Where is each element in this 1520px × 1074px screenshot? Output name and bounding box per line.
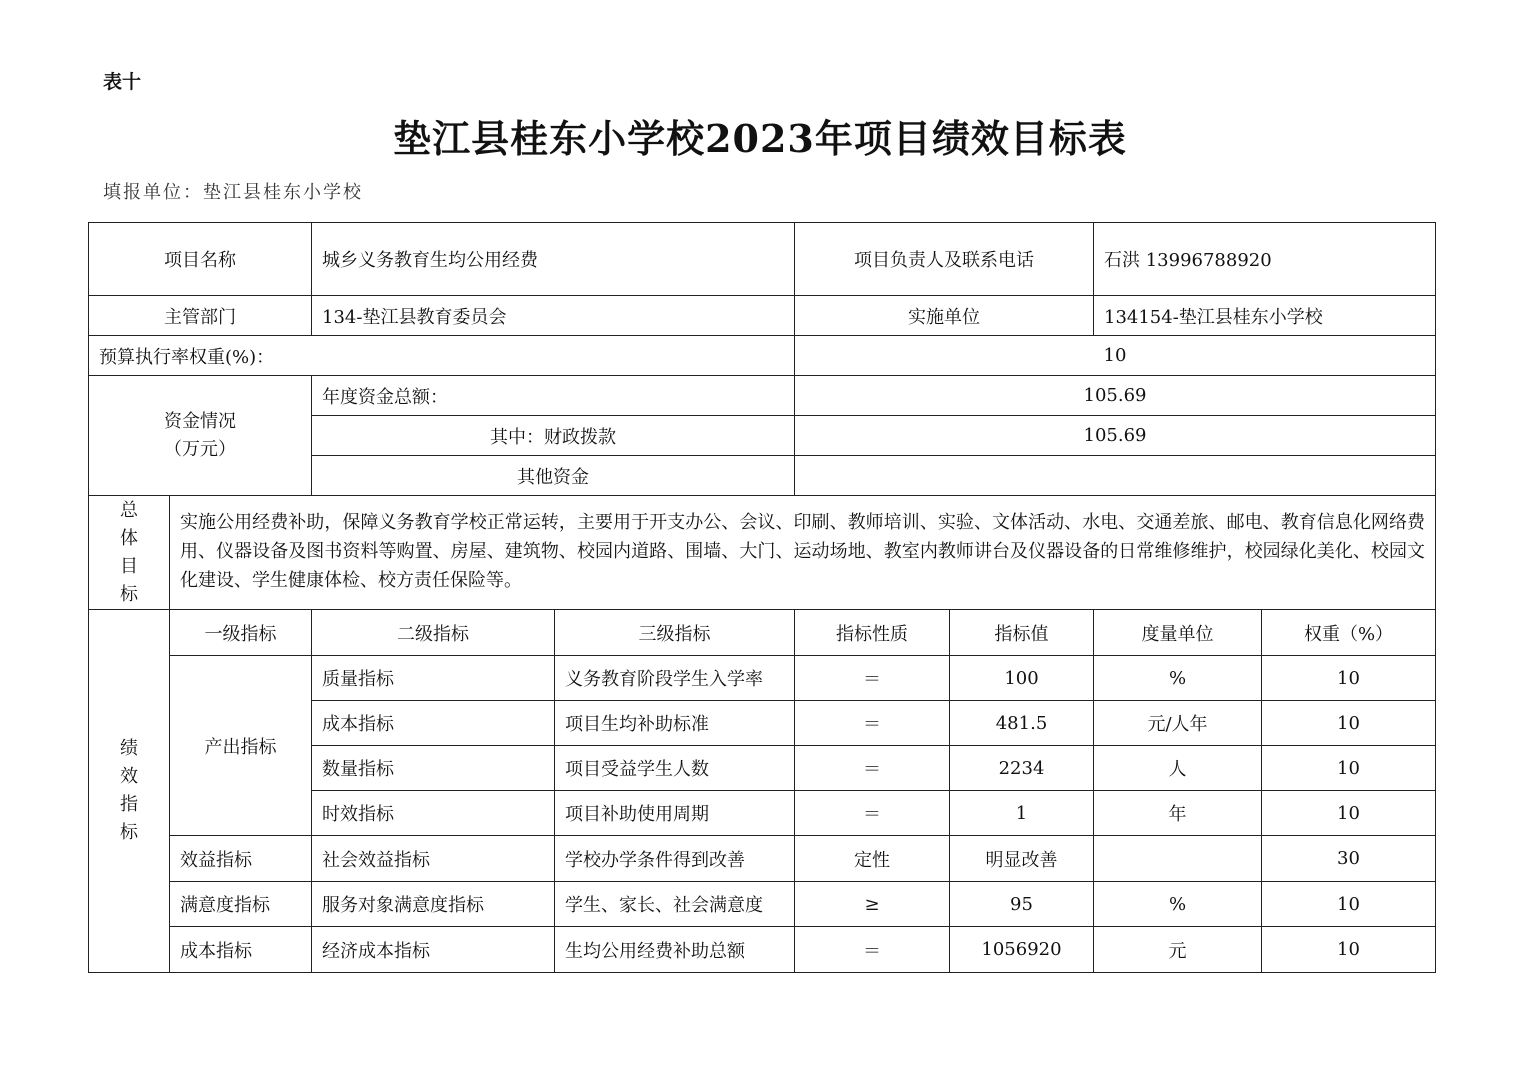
cell-weight: 10 bbox=[1262, 927, 1436, 973]
goal-char: 目 bbox=[120, 555, 138, 577]
goal-char: 标 bbox=[120, 583, 138, 605]
goal-char: 总 bbox=[120, 499, 138, 521]
reporting-unit: 填报单位：垫江县桂东小学校 bbox=[103, 182, 363, 203]
cell-unit: 元/人年 bbox=[1094, 701, 1262, 746]
funds-other-label: 其他资金 bbox=[312, 456, 795, 496]
cell-level2: 社会效益指标 bbox=[312, 836, 555, 882]
indicator-header-row bbox=[89, 610, 1436, 656]
overall-goal-label bbox=[89, 496, 170, 610]
cell-level2: 质量指标 bbox=[312, 656, 555, 701]
cell-weight: 10 bbox=[1262, 746, 1436, 791]
cell-value: 2234 bbox=[950, 746, 1094, 791]
department-row bbox=[89, 296, 1436, 336]
funds-annual-row bbox=[89, 376, 1436, 416]
goal-char: 体 bbox=[120, 527, 138, 549]
cell-level3: 生均公用经费补助总额 bbox=[555, 927, 795, 973]
cell-nature: ＝ bbox=[795, 746, 950, 791]
cell-level2: 时效指标 bbox=[312, 791, 555, 836]
cell-value: 95 bbox=[950, 882, 1094, 927]
cell-nature: ＝ bbox=[795, 701, 950, 746]
cell-level3: 项目补助使用周期 bbox=[555, 791, 795, 836]
funds-label-line1: 资金情况 bbox=[164, 410, 236, 432]
cell-unit: 元 bbox=[1094, 927, 1262, 973]
contact-value: 石洪 13996788920 bbox=[1094, 223, 1436, 296]
table-row bbox=[89, 836, 1436, 882]
funds-label-line2: （万元） bbox=[164, 438, 236, 460]
cell-level3: 学生、家长、社会满意度 bbox=[555, 882, 795, 927]
funds-annual-value: 105.69 bbox=[795, 376, 1436, 416]
cell-level2: 服务对象满意度指标 bbox=[312, 882, 555, 927]
funds-other-value bbox=[795, 456, 1436, 496]
cell-level3: 项目受益学生人数 bbox=[555, 746, 795, 791]
funds-label bbox=[89, 376, 312, 496]
page-title: 垫江县桂东小学校2023年项目绩效目标表 bbox=[393, 116, 1127, 161]
cell-value: 100 bbox=[950, 656, 1094, 701]
table-row bbox=[89, 656, 1436, 701]
cell-unit: % bbox=[1094, 656, 1262, 701]
dept-value: 134-垫江县教育委员会 bbox=[312, 296, 795, 336]
overall-goal-text: 实施公用经费补助，保障义务教育学校正常运转，主要用于开支办公、会议、印刷、教师培训、实验、文体活动、水电、交通差旅、邮电、教育信息化网络费用、仪器设备及图书资料等购置、房屋、建筑物、校园内道路、围墙、大门、运动场地、教室内教师讲台及仪器设备的日常维修维护，校园绿化美化、校园文化建设、学生健康体检、校方责任保险等。 bbox=[170, 496, 1436, 610]
contact-label: 项目负责人及联系电话 bbox=[795, 223, 1094, 296]
funds-fiscal-value: 105.69 bbox=[795, 416, 1436, 456]
cell-level2: 经济成本指标 bbox=[312, 927, 555, 973]
perf-char: 效 bbox=[120, 766, 138, 787]
project-name-value: 城乡义务教育生均公用经费 bbox=[312, 223, 795, 296]
cell-weight: 10 bbox=[1262, 656, 1436, 701]
cell-level1: 满意度指标 bbox=[170, 882, 312, 927]
table-number-tag: 表十 bbox=[103, 71, 142, 93]
cell-level3: 学校办学条件得到改善 bbox=[555, 836, 795, 882]
cell-nature: ≥ bbox=[795, 882, 950, 927]
budget-rate-label: 预算执行率权重(%)： bbox=[89, 336, 795, 376]
header-nature: 指标性质 bbox=[795, 610, 950, 656]
budget-rate-value: 10 bbox=[795, 336, 1436, 376]
cell-level1: 成本指标 bbox=[170, 927, 312, 973]
cell-weight: 10 bbox=[1262, 791, 1436, 836]
header-weight: 权重（%） bbox=[1262, 610, 1436, 656]
performance-target-table bbox=[88, 222, 1436, 973]
cell-unit bbox=[1094, 836, 1262, 882]
header-unit: 度量单位 bbox=[1094, 610, 1262, 656]
output-indicator-label: 产出指标 bbox=[170, 656, 312, 836]
cell-level2: 成本指标 bbox=[312, 701, 555, 746]
cell-weight: 10 bbox=[1262, 701, 1436, 746]
cell-value: 1056920 bbox=[950, 927, 1094, 973]
overall-goal-row bbox=[89, 496, 1436, 610]
header-level2: 二级指标 bbox=[312, 610, 555, 656]
cell-value: 481.5 bbox=[950, 701, 1094, 746]
perf-char: 绩 bbox=[120, 738, 138, 759]
budget-rate-row bbox=[89, 336, 1436, 376]
cell-weight: 10 bbox=[1262, 882, 1436, 927]
cell-value: 明显改善 bbox=[950, 836, 1094, 882]
header-level3: 三级指标 bbox=[555, 610, 795, 656]
cell-level3: 项目生均补助标准 bbox=[555, 701, 795, 746]
cell-unit: 年 bbox=[1094, 791, 1262, 836]
header-level1: 一级指标 bbox=[170, 610, 312, 656]
cell-nature: 定性 bbox=[795, 836, 950, 882]
cell-unit: % bbox=[1094, 882, 1262, 927]
dept-label: 主管部门 bbox=[89, 296, 312, 336]
perf-char: 指 bbox=[120, 794, 138, 815]
performance-indicator-label bbox=[89, 610, 170, 973]
project-name-row bbox=[89, 223, 1436, 296]
funds-fiscal-label: 其中：财政拨款 bbox=[312, 416, 795, 456]
funds-annual-label: 年度资金总额： bbox=[312, 376, 795, 416]
cell-value: 1 bbox=[950, 791, 1094, 836]
perf-char: 标 bbox=[120, 822, 138, 843]
impl-value: 134154-垫江县桂东小学校 bbox=[1094, 296, 1436, 336]
header-value: 指标值 bbox=[950, 610, 1094, 656]
cell-nature: ＝ bbox=[795, 791, 950, 836]
cell-nature: ＝ bbox=[795, 656, 950, 701]
cell-weight: 30 bbox=[1262, 836, 1436, 882]
cell-nature: ＝ bbox=[795, 927, 950, 973]
table-row bbox=[89, 882, 1436, 927]
cell-level3: 义务教育阶段学生入学率 bbox=[555, 656, 795, 701]
cell-level2: 数量指标 bbox=[312, 746, 555, 791]
table-row bbox=[89, 927, 1436, 973]
project-name-label: 项目名称 bbox=[89, 223, 312, 296]
impl-label: 实施单位 bbox=[795, 296, 1094, 336]
cell-unit: 人 bbox=[1094, 746, 1262, 791]
cell-level1: 效益指标 bbox=[170, 836, 312, 882]
